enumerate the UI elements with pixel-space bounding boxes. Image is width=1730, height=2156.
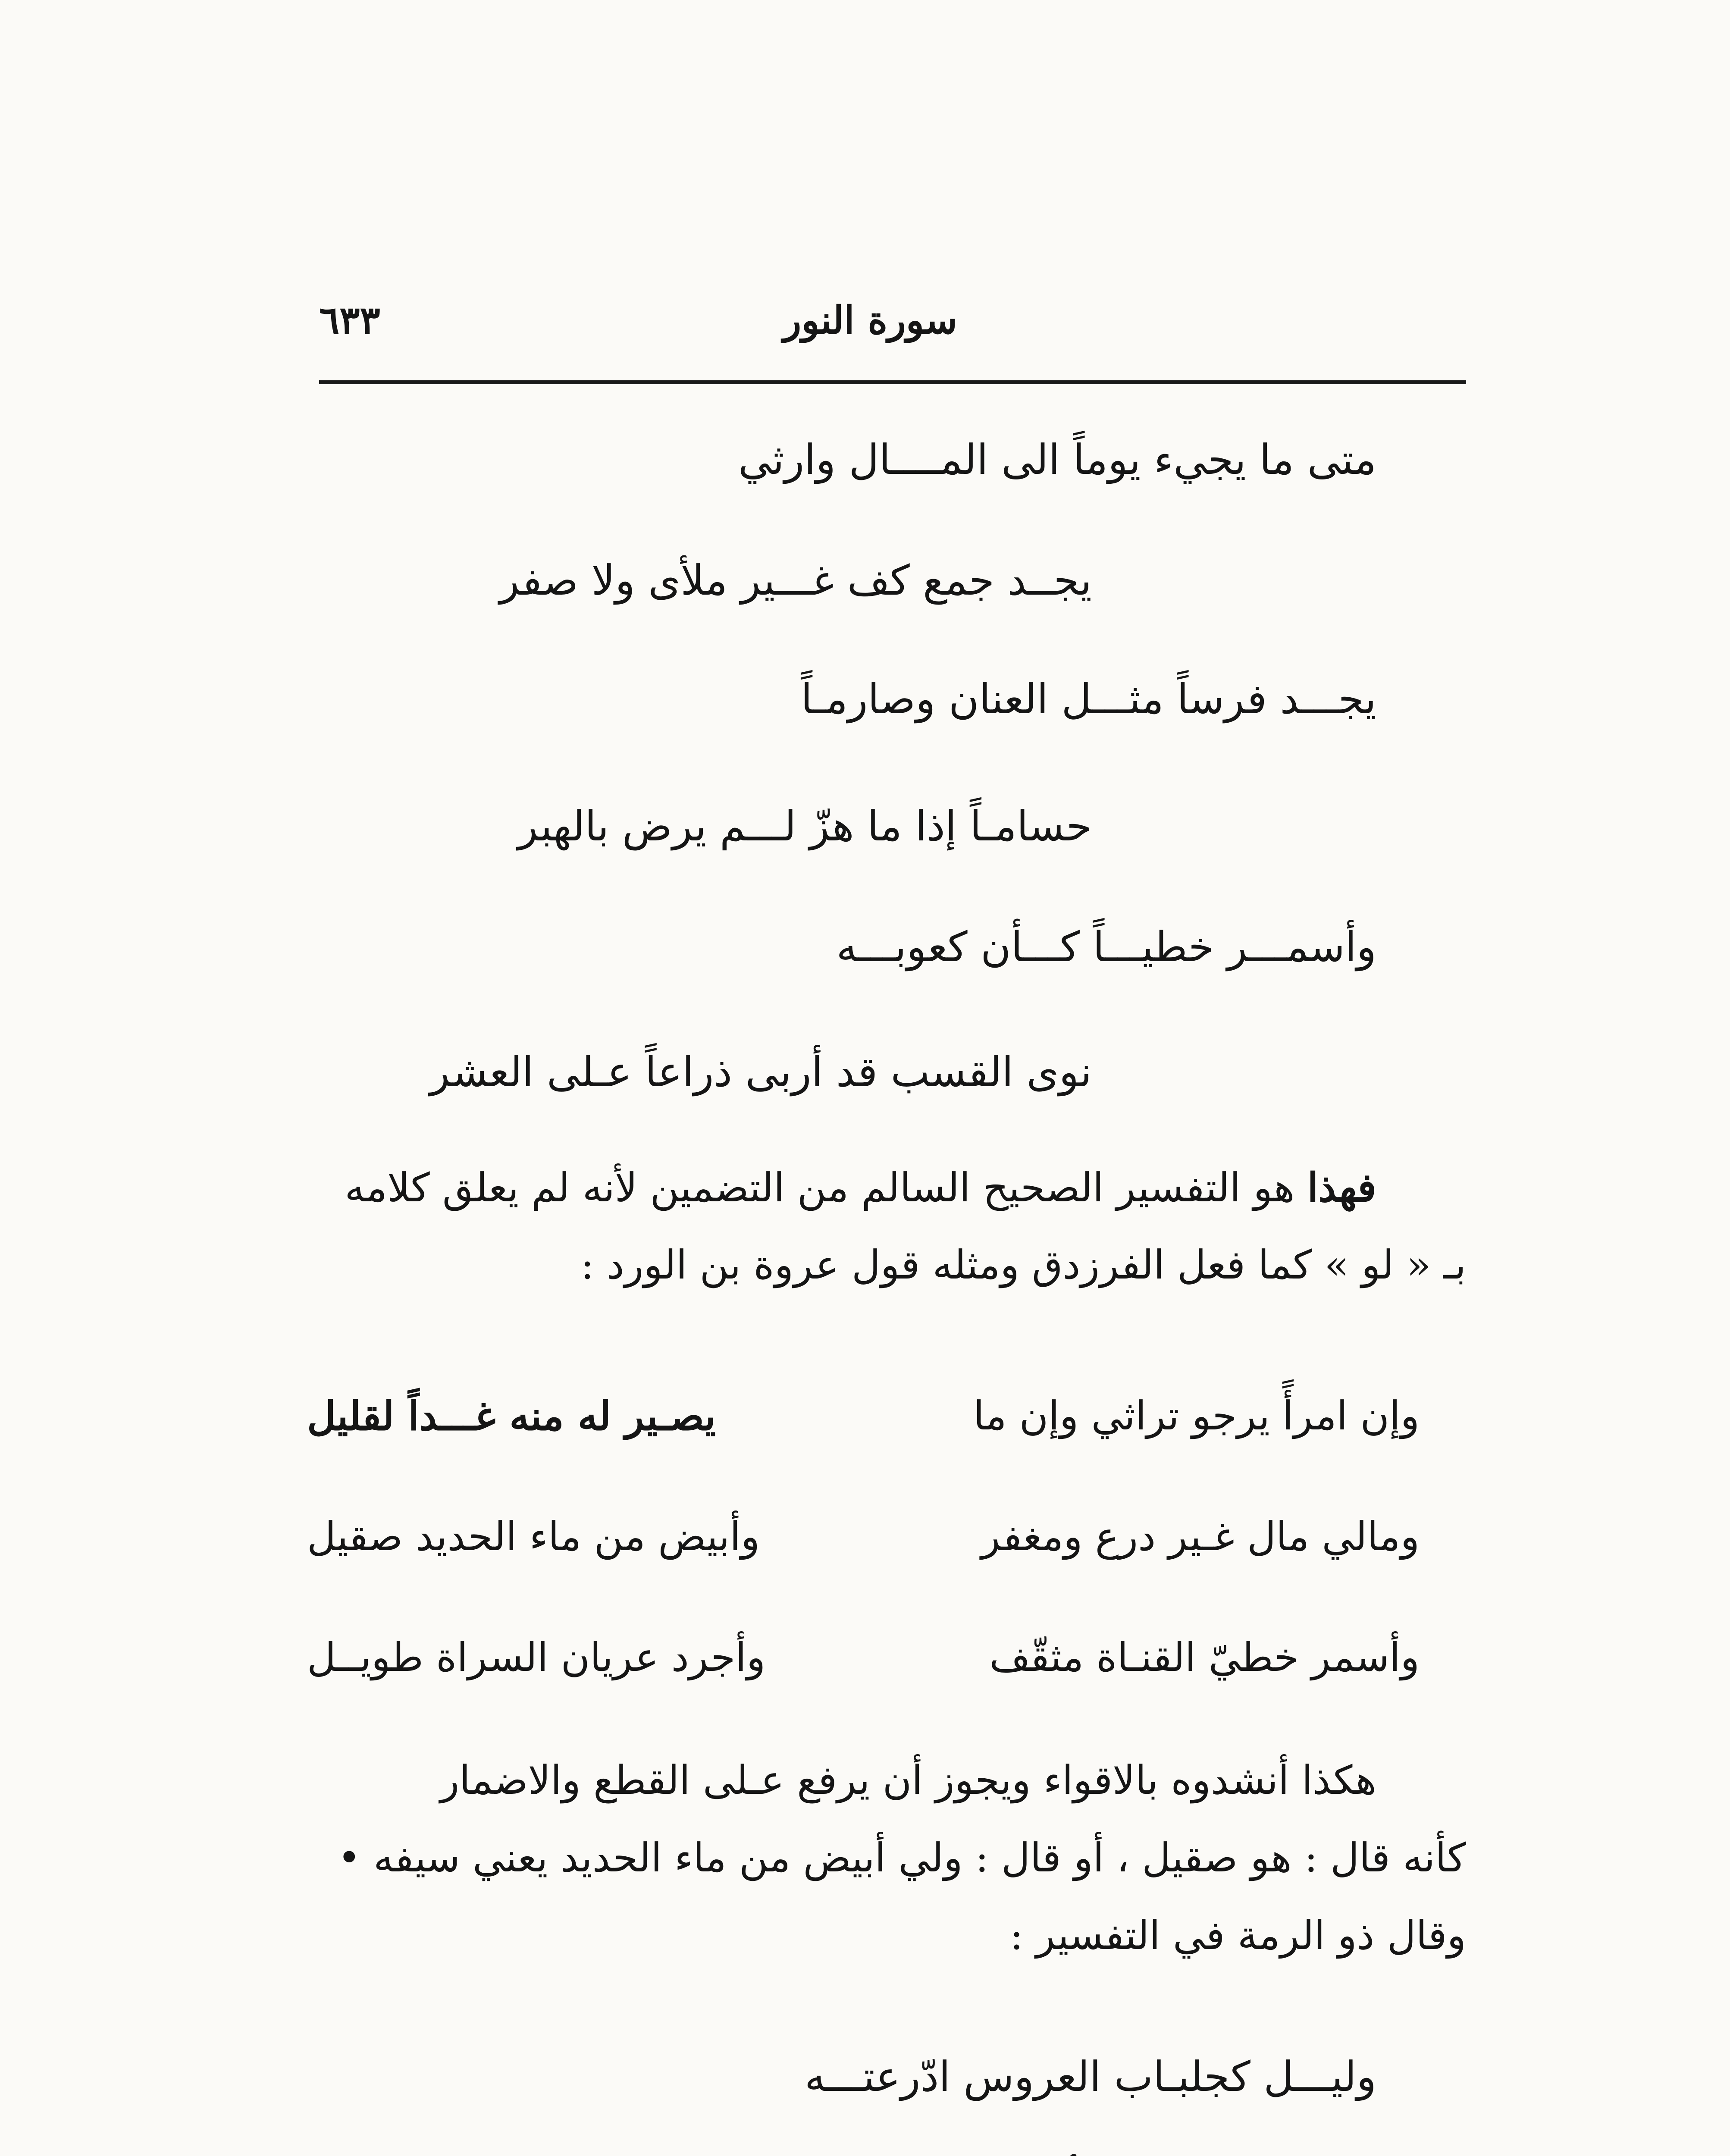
prose-line: وقال ذو الرمة في التفسير : <box>1010 1912 1466 1959</box>
hemistich-first: وإن امرأً يرجو تراثي وإن ما <box>973 1393 1420 1439</box>
couplet <box>307 1393 1420 1449</box>
page-number: ٦٣٣ <box>319 298 380 342</box>
hemistich-first: ومالي مال غـير درع ومغفر <box>981 1514 1420 1560</box>
hemistich-second: وأبيض من ماء الحديد صقيل <box>307 1514 760 1560</box>
verse-line: يجـــد فرساً مثـــل العنان وصارمـاً <box>801 675 1376 723</box>
prose-text: هو التفسير الصحيح السالم من التضمين لأنه لم يعلق كلامه <box>345 1165 1307 1211</box>
header-divider <box>319 380 1466 384</box>
hemistich-second: يصـير له منه غـــداً لقليل <box>307 1393 716 1439</box>
verse-line: وليـــل كجلبـاب العروس ادّرعتـــه <box>805 2053 1376 2101</box>
verse-line: يجــد جمع كف غـــير ملأى ولا صفر <box>499 556 1092 605</box>
prose-line: بـ « لو » كما فعل الفرزدق ومثله قول عروة بن الورد : <box>580 1242 1466 1288</box>
couplet <box>307 1514 1420 1570</box>
prose-line <box>290 1164 1376 1211</box>
verse-line: نوى القسب قد أربى ذراعاً عـلى العشر <box>429 1048 1092 1096</box>
prose-line: كأنه قال : هو صقيل ، أو قال : ولي أبيض من ماء الحديد يعني سيفه • <box>337 1835 1466 1881</box>
couplet <box>307 1634 1420 1690</box>
prose-lead-word: فهذا <box>1307 1164 1376 1211</box>
verse-line: حسامـاً إذا ما هزّ لـــم يرض بالهبر <box>517 802 1092 850</box>
verse-line: وأسمـــر خطيـــاً كـــأن كعوبـــه <box>836 923 1376 971</box>
prose-line: هكذا أنشدوه بالاقواء ويجوز أن يرفع عـلى القطع والاضمار <box>440 1757 1376 1803</box>
verse-line: متى ما يجيء يوماً الى المــــال وارثي <box>738 436 1376 484</box>
page-header <box>319 298 1466 367</box>
hemistich-second: وأجرد عريان السراة طويــل <box>307 1634 766 1680</box>
hemistich-first: وأسمر خطيّ القنـاة مثقّف <box>989 1634 1420 1680</box>
surah-title: سورة النور <box>783 298 957 342</box>
